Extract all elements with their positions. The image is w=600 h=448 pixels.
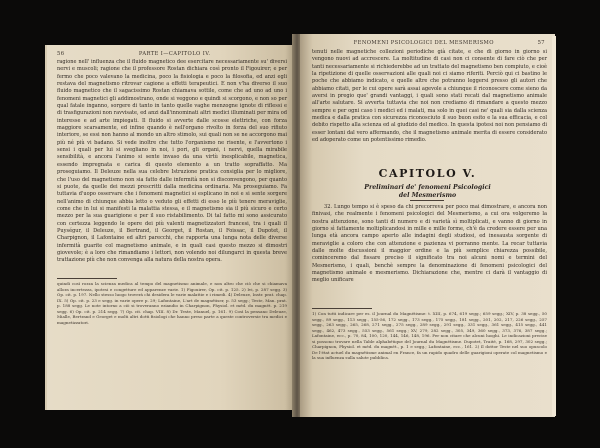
left-running-head — [57, 51, 285, 57]
right-running-head — [310, 40, 545, 46]
page-edge — [552, 36, 556, 416]
left-page-number: 56 — [57, 51, 65, 57]
left-page — [47, 45, 295, 410]
chapter-subtitle-line2: del Mesmerismo — [398, 192, 457, 199]
right-body-main: 32. Lungo tempo si è speso da chi precorreva per poco mai dimostrare, e ancora non finivasi, che realmente i fenomeni psicologici del Mesmerismo, a cui ora volgeremo la nostra attenzione, sono tanti di numero e di varietà sì moltiplicati, e vanno di giorno in giorno sì fattamente moltiplicandosi in mille e mille forme, ch'è da credere essere per una lunga età ancora campo aperto alle indagini degli studiosi, ed inesausta sorgente di meraviglie a coloro che con attenzione e pazienza vi porranno mente. La recar tuttavia dalle molte discussioni il maggior ordine e la più semplice chiarezza possibile, cominceremo dal fissare preciso il significato tra noi alcuni nomi e termini del Mesmerismo, i quali, benchè sempre la denominazione di fenomeni psicologici del magnetismo animale e mesmerismo. Dichiarazione che, mentre ci darà il vantaggio di meglio unificare — [312, 204, 547, 284]
left-body-text: ragione nell' influenza che il fluido magnetico dee esercitare necessariamente su' diversi nervi e muscoli; ragione che il professore Rostan dichiara così pronto il Figouirer; e per fermo che poco valevano la medicina, poco la fisiologia e poco la filosofia, ed anzi egli restava del magnetismo ritrovar cagione a effetti terapeutici. E non v'ha diverso il suo fluido magnetico che il sagacissimo Rostan chiamava sottile, come che ad uno ad uno i fenomeni magnetici gli addimostrano, onde si veggono e quindi si scorgono, e non so per qual fatale inganno, sorgere di tanto in tanto quelle vaghe menzogne ignote di riflessi e di trasfigurazioni non ravvisate, ed anzi dall'innominati altri medici illuminati per mira od interesse e ad arte impiegati. Il fluido si avverte dalle scosse elettriche, con forza maggiore scarsamente, ed infine quando è nell'organo rivolto in forza del suo rifiuto interiore, se essi non hanno al mondo un altro stimolo, sui quali non se ne accorgono mai più né più vi badano. Si vede inoltre che tutto l'organismo ne risente, e l'avvertono i sensi i quali per lui si svegliano in noi, i pori, gli organi, i nervi, quella mirabile sensibilità, e ancora l'animo si sente invaso da una virtù inesplicabile, magnetica, essendo impregnata e carica di questo elemento a un tratto sopraffatto. Ma proseguiamo. Il Deleuze nella sua celebre Istruzione pratica consiglia per lo migliore, che l'uso del magnetismo non sia fatto dalle infermità non si disconvengono, per quanto si puote, da quelle dei mezzi prescritti dalla medicina ordinaria. Ma proseguiamo. Fa tuttavia d'uopo osservare che i fenomeni magnetici si esplicano in noi e si sente sorgere nell'animo di chiunque abbia letto o veduto gli effetti di esso le più tenere meraviglie, come che in lui si manifesti la malattia stessa, e il magnetismo sia il più sicuro e certo mezzo per la sua guarigione e per il suo ristabilimento. Di tal fatto mi sono assicurato con certezza leggendo le opere dei più valenti magnetizzatori francesi, tra i quali il Puységur, il Deleuze, il Bertrand, il Georget, il Rostan, il Foissac, il Dupotet, il Charpignon, il Lafontaine ed altri parecchi, che rapporta una lunga nota delle diverse infermità guarite col magnetismo animale, e in quali casi questo mezzo si dimostri giovevole; è a loro che rimandiamo i lettori, non volendo noi dilungarci in questa breve trattazione più che non convenga alla natura della nostra opera. — [57, 59, 287, 264]
chapter-title: CAPITOLO V. — [378, 167, 477, 180]
right-body-top: tenuti nelle magnetiche collezioni periodiche già citate, e che di giorno in giorno si vengono nuovi ad accrescere. La moltitudine di casi non ci consente di fare ciò che per tanti necessariamente si richiederebbe ad un trattato del magnetismo ben compiuto, e cioè la ripetizione di quelle osservazioni alle quali noi ci siamo riferiti. Perciò qui ci bastino le poche che abbiamo indicato, e quelle altre che potranno leggersi presso gli autori che abbiamo citati, per le cui opere sarà assai agevole a chiunque il riconoscere come sieno da aversi in pregio que' grandi vantaggi, i quali sono stati recati dal magnetismo animale all'arte salutare. Si avverta tuttavia che noi non crediamo di rimandare a questo mezzo sempre e per ogni caso i medici ed i malati, ma solo in quei casi ne' quali sia dalla scienza medica e dalla pratica con sicurezza riconosciuto il suo buon esito e la sua efficacia, e col debito rispetto alla scienza ed al giudizio del medico. In questa ipotesi noi non pensiamo di esser lontani dal vero affermando, che il magnetismo animale merita di essere considerato ed adoperato come un potentissimo rimedio. — [312, 49, 547, 144]
right-page-number: 57 — [537, 40, 545, 46]
right-footnote-rule — [312, 308, 372, 309]
chapter-subtitle-line1: Preliminari de' fenomeni Psicologici — [364, 184, 491, 191]
chapter-ornament-rule — [410, 200, 444, 201]
left-running-title: PARTE I—CAPITOLO IV. — [138, 51, 211, 57]
left-footnotes: quindi così rozza la scienza medica al tempo del magnetismo animale, e non altro che ciò che si chiamava allora incertezza, ipotesi e congetture ed apparenze varie. 1) Figouirer, Op. cit. p. 125. 2) Ivi, p. 287 segg. 3) Op. cit. p. 197. Nello stesso luogo troverà chi desidera le varie malattie e i rimedi. 4) Deleuze, Instr. prat. chap. IX. 5) Op. cit. p. 23 e segg. in varie opere p. 29; Lafontaine, L'art de magnétiser, p. 53 segg.; Teste, Man. prat. p. 188 segg. Le note intorno a ciò si troveranno eziandio in Charpignon, Physiol. et méd. du magnét. p. 219 segg. 6) Op. cit. p. 214 segg. 7) Op. cit. chap. VIII. 8) Dr. Teste, Manuel, p. 161. 9) Così la pensano Deleuze, Mialle, Bertrand e Georget e molti altri dotti fisiologi che hanno preso parte a queste controversie tra medici e magnetizzatori. — [57, 281, 287, 325]
right-running-title: FENOMENI PSICOLOGICI DEL MESMERISMO — [353, 40, 494, 46]
right-page — [300, 34, 555, 417]
right-footnotes: 1) Con tutti indicare per es. il Journal du Magnétisme: t. XIII, p. 674, 619 segg.; 659 segg.; XIV, p. 38 segg., 50 segg., 89 segg., 113 segg., 155-56, 172 segg., 173 segg., 175 segg., 181 segg., 201, 202, 217, 226 segg., 257 segg., 263 segg., 265, 268, 271 segg., 275 segg., 289 segg., 291 segg., 331 segg., 361 segg., 415 segg., 441 segg., 462, 473 segg., 553 segg., 561 segg.; XV, 279, 282 segg., 305, 349, 360 segg., 373, 376, 387 segg.; Lafontaine, ecc., p. 70, 84, 100, 120, 144, 146, 148, 196. Per non citare che alcuni luoghi. Le indicazioni precise si possono trovare nella Table alphabétique del Journal du Magnétisme. Dupotet, Traité, p. 168, 297, 302 segg.; Charpignon, Physiol. et méd. du magnét., p. 1 e segg.; Lafontaine, ecc., 161. 2) Il dottor Teste nel suo opuscolo De l'état actuel du magnétisme animal en France, fa un rapido quadro delle guarigioni operate col magnetismo e la sua influenza sulla salute pubblica. — [312, 311, 547, 361]
left-footnote-rule — [57, 278, 117, 279]
